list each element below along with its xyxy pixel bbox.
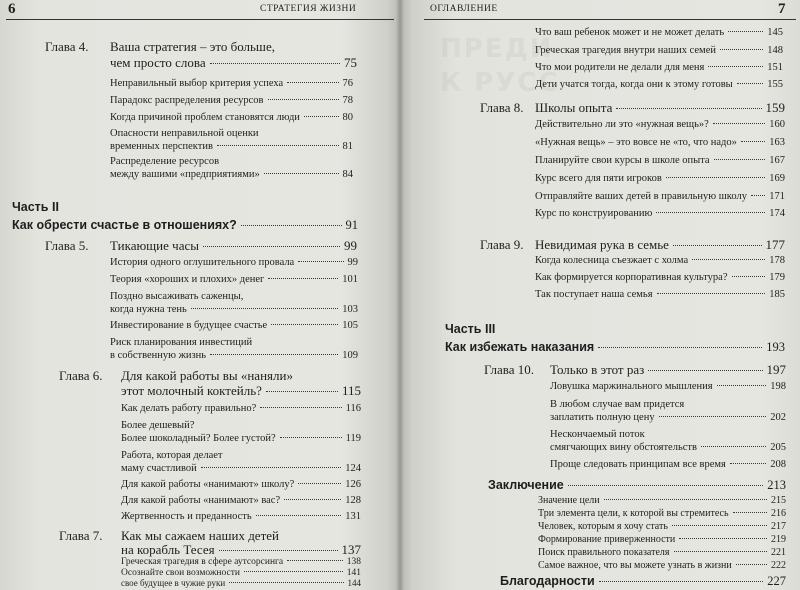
- toc-entry[interactable]: [550, 459, 786, 470]
- toc-entry[interactable]: [110, 112, 353, 123]
- toc-entry[interactable]: [535, 289, 785, 300]
- chapter-7-title-line1: Как мы сажаем наших детей: [121, 528, 279, 543]
- entry-page: 80: [342, 112, 353, 123]
- toc-entry[interactable]: [535, 272, 785, 283]
- toc-entry-part-3[interactable]: [445, 340, 785, 355]
- leader-dots: [672, 525, 767, 526]
- entry-page: 221: [771, 547, 786, 558]
- right-page: [400, 0, 800, 590]
- toc-entry[interactable]: [110, 257, 358, 268]
- entry-page: 148: [767, 45, 783, 56]
- toc-entry[interactable]: [110, 78, 353, 89]
- leader-dots: [210, 63, 340, 64]
- chapter-8-page: 159: [765, 100, 785, 115]
- entry-page: 215: [771, 495, 786, 506]
- toc-entry[interactable]: [110, 141, 353, 152]
- right-running-head: ОГЛАВЛЕНИЕ: [430, 4, 498, 14]
- chapter-9-title: Невидимая рука в семье: [535, 237, 669, 252]
- conclusion-page: 213: [767, 478, 786, 492]
- right-page-number: 7: [778, 1, 786, 17]
- toc-entry[interactable]: [121, 495, 361, 506]
- chapter-7-title-line2: на корабль Тесея: [121, 542, 215, 557]
- leader-dots: [692, 259, 765, 260]
- leader-dots: [287, 82, 338, 83]
- entry-title-line1: Распределение ресурсов: [110, 156, 220, 167]
- leader-dots: [598, 347, 762, 348]
- entry-page: 99: [347, 257, 358, 268]
- entry-title: Что ваш ребенок может и не может делать: [535, 27, 725, 38]
- toc-entry[interactable]: [550, 412, 786, 423]
- leader-dots: [737, 83, 764, 84]
- entry-page: 109: [342, 350, 358, 361]
- leader-dots: [666, 177, 765, 178]
- part-2-label: Часть II: [12, 200, 59, 214]
- entry-title: Человек, которым я хочу стать: [538, 521, 668, 532]
- entry-page: 151: [767, 62, 783, 73]
- entry-page: 81: [342, 141, 353, 152]
- toc-entry[interactable]: [121, 568, 361, 578]
- leader-dots: [659, 416, 767, 417]
- left-page-number: 6: [8, 1, 16, 17]
- entry-title-line1: Опасности неправильной оценки: [110, 128, 259, 139]
- chapter-8-label: Глава 8.: [480, 100, 524, 115]
- entry-page: 138: [346, 557, 361, 567]
- entry-page: 144: [347, 578, 361, 588]
- entry-title: Жертвенность и преданность: [121, 511, 252, 522]
- chapter-6-page: 115: [341, 383, 361, 398]
- toc-entry[interactable]: [121, 578, 361, 588]
- chapter-9-page: 177: [765, 237, 785, 252]
- entry-page: 185: [769, 289, 785, 300]
- entry-title: когда нужна тень: [110, 304, 187, 315]
- entry-page: 198: [770, 381, 786, 392]
- leader-dots: [268, 99, 339, 100]
- toc-entry-part-2[interactable]: [12, 218, 358, 233]
- entry-title: Греческая трагедия в сфере аутсорсинга: [121, 557, 284, 567]
- leader-dots: [599, 581, 764, 582]
- chapter-4-label: Глава 4.: [45, 39, 89, 54]
- toc-entry[interactable]: [121, 511, 361, 522]
- part-2-page: 91: [345, 218, 358, 232]
- leader-dots: [229, 582, 343, 583]
- toc-entry[interactable]: [538, 560, 786, 571]
- leader-dots: [728, 31, 763, 32]
- entry-page: 217: [771, 521, 786, 532]
- chapter-9-label: Глава 9.: [480, 237, 524, 252]
- acknowledgements-page: 227: [767, 574, 786, 588]
- leader-dots: [701, 446, 766, 447]
- leader-dots: [679, 538, 767, 539]
- show-through-text: ПРЕДИ: [440, 34, 554, 64]
- chapter-4-title-line1: Ваша стратегия – это больше,: [110, 39, 275, 54]
- chapter-6-title-line1: Для какой работы вы «наняли»: [121, 368, 293, 383]
- entry-page: 222: [771, 560, 786, 571]
- entry-title: Неправильный выбор критерия успеха: [110, 78, 284, 89]
- toc-entry[interactable]: [121, 433, 361, 444]
- leader-dots: [656, 212, 765, 213]
- entry-title: «Нужная вещь» – это вовсе не «то, что надо»: [535, 137, 737, 148]
- entry-title: Формирование приверженности: [538, 534, 676, 545]
- entry-page: 205: [770, 442, 786, 453]
- toc-entry[interactable]: [110, 320, 358, 331]
- entry-title: Когда колесница съезжает с холма: [535, 255, 689, 266]
- entry-title-line1: В любом случае вам придется: [550, 399, 685, 410]
- entry-page: 163: [769, 137, 785, 148]
- entry-page: 124: [345, 463, 361, 474]
- leader-dots: [244, 571, 343, 572]
- conclusion-title: Заключение: [488, 478, 564, 492]
- entry-page: 101: [342, 274, 358, 285]
- entry-title: заплатить полную цену: [550, 412, 655, 423]
- entry-title: Три элемента цели, к которой вы стремитесь: [538, 508, 729, 519]
- entry-title: в собственную жизнь: [110, 350, 207, 361]
- entry-title: Действительно ли это «нужная вещь»?: [535, 119, 709, 130]
- toc-entry[interactable]: [110, 350, 358, 361]
- leader-dots: [219, 550, 338, 551]
- leader-dots: [280, 437, 342, 438]
- leader-dots: [203, 246, 340, 247]
- toc-entry[interactable]: [110, 274, 358, 285]
- entry-page: 103: [342, 304, 358, 315]
- leader-dots: [568, 485, 764, 486]
- entry-title: Планируйте свои курсы в школе опыта: [535, 155, 710, 166]
- toc-entry[interactable]: [121, 557, 361, 567]
- toc-entry[interactable]: [110, 304, 358, 315]
- leader-dots: [256, 515, 342, 516]
- leader-dots: [674, 551, 767, 552]
- entry-title: Курс всего для пяти игроков: [535, 173, 662, 184]
- entry-title: Так поступает наша семья: [535, 289, 653, 300]
- leader-dots: [268, 278, 338, 279]
- show-through-text: К РУСС: [440, 68, 560, 98]
- toc-entry-chapter-7[interactable]: [121, 542, 361, 558]
- leader-dots: [708, 66, 763, 67]
- entry-title: Более шоколадный? Более густой?: [121, 433, 276, 444]
- entry-page: 76: [342, 78, 353, 89]
- leader-dots: [241, 225, 342, 226]
- leader-dots: [751, 195, 765, 196]
- part-2-title: Как обрести счастье в отношениях?: [12, 218, 237, 232]
- entry-title-line1: Более дешевый?: [121, 420, 195, 431]
- leader-dots: [604, 499, 767, 500]
- leader-dots: [616, 108, 761, 109]
- leader-dots: [732, 276, 766, 277]
- toc-entry-chapter-6[interactable]: [121, 383, 361, 399]
- toc-entry[interactable]: [535, 255, 785, 266]
- toc-entry[interactable]: [535, 119, 785, 130]
- toc-entry[interactable]: [535, 173, 785, 184]
- toc-entry[interactable]: [121, 403, 361, 414]
- chapter-7-page: 137: [341, 542, 361, 557]
- toc-entry[interactable]: [538, 534, 786, 545]
- entry-title: Теория «хороших и плохих» денег: [110, 274, 265, 285]
- entry-title: маму счастливой: [121, 463, 197, 474]
- entry-page: 179: [769, 272, 785, 283]
- entry-page: 167: [769, 155, 785, 166]
- entry-title-line1: Работа, которая делает: [121, 450, 223, 461]
- leader-dots: [714, 159, 766, 160]
- entry-title: Дети учатся тогда, когда они к этому готовы: [535, 79, 733, 90]
- entry-title: Когда причиной проблем становятся люди: [110, 112, 300, 123]
- entry-title-line1: Нескончаемый поток: [550, 429, 645, 440]
- leader-dots: [730, 463, 766, 464]
- entry-page: 105: [342, 320, 358, 331]
- leader-dots: [298, 483, 341, 484]
- chapter-4-title-line2: чем просто слова: [110, 55, 206, 70]
- leader-dots: [260, 407, 341, 408]
- leader-dots: [287, 560, 343, 561]
- entry-title: временных перспектив: [110, 141, 213, 152]
- toc-entry[interactable]: [110, 95, 353, 106]
- toc-entry[interactable]: [535, 137, 785, 148]
- toc-entry-conclusion[interactable]: [488, 478, 786, 493]
- leader-dots: [648, 370, 762, 371]
- chapter-5-label: Глава 5.: [45, 238, 89, 253]
- entry-page: 169: [769, 173, 785, 184]
- toc-entry[interactable]: [535, 208, 785, 219]
- entry-title: Значение цели: [538, 495, 600, 506]
- entry-page: 145: [767, 27, 783, 38]
- entry-title: между вашими «предприятиями»: [110, 169, 260, 180]
- leader-dots: [741, 141, 765, 142]
- entry-page: 128: [345, 495, 361, 506]
- toc-entry-chapter-5[interactable]: [110, 238, 357, 254]
- toc-entry[interactable]: [535, 191, 785, 202]
- entry-page: 208: [770, 459, 786, 470]
- chapter-7-label: Глава 7.: [59, 528, 103, 543]
- entry-title-line1: Поздно высаживать саженцы,: [110, 291, 244, 302]
- part-3-title: Как избежать наказания: [445, 340, 595, 354]
- entry-title-line1: Риск планирования инвестиций: [110, 337, 253, 348]
- left-running-head: СТРАТЕГИЯ ЖИЗНИ: [260, 4, 357, 14]
- leader-dots: [673, 245, 762, 246]
- entry-page: 216: [771, 508, 786, 519]
- leader-dots: [191, 308, 338, 309]
- entry-page: 84: [342, 169, 353, 180]
- right-header-rule: [424, 19, 796, 20]
- leader-dots: [264, 173, 339, 174]
- entry-title: Отправляйте ваших детей в правильную школу: [535, 191, 747, 202]
- entry-page: 116: [345, 403, 361, 414]
- entry-title: смягчающих вину обстоятельств: [550, 442, 697, 453]
- toc-entry[interactable]: [538, 521, 786, 532]
- leader-dots: [717, 385, 767, 386]
- leader-dots: [657, 293, 766, 294]
- entry-page: 202: [770, 412, 786, 423]
- toc-entry-acknowledgements[interactable]: [500, 574, 786, 589]
- entry-title: Осознайте свои возможности: [121, 568, 240, 578]
- toc-entry[interactable]: [535, 27, 783, 38]
- toc-entry[interactable]: [538, 547, 786, 558]
- entry-title: История одного оглушительного провала: [110, 257, 295, 268]
- leader-dots: [733, 512, 767, 513]
- leader-dots: [720, 49, 763, 50]
- entry-page: 174: [769, 208, 785, 219]
- leader-dots: [713, 123, 765, 124]
- leader-dots: [266, 391, 338, 392]
- entry-title: Для какой работы «нанимают» школу?: [121, 479, 295, 490]
- entry-page: 178: [769, 255, 785, 266]
- chapter-5-page: 99: [344, 238, 357, 253]
- entry-title: Инвестирование в будущее счастье: [110, 320, 268, 331]
- entry-page: 171: [769, 191, 785, 202]
- entry-page: 160: [769, 119, 785, 130]
- entry-title: Курс по конструированию: [535, 208, 653, 219]
- toc-entry[interactable]: [538, 495, 786, 506]
- entry-page: 141: [346, 568, 361, 578]
- toc-entry[interactable]: [538, 508, 786, 519]
- entry-title: Для какой работы «нанимают» вас?: [121, 495, 281, 506]
- leader-dots: [271, 324, 338, 325]
- leader-dots: [298, 261, 343, 262]
- chapter-5-title: Тикающие часы: [110, 238, 199, 253]
- toc-entry[interactable]: [121, 463, 361, 474]
- entry-page: 131: [345, 511, 361, 522]
- part-3-label: Часть III: [445, 322, 496, 336]
- chapter-10-label: Глава 10.: [484, 362, 535, 377]
- leader-dots: [210, 354, 338, 355]
- toc-entry-chapter-9[interactable]: [535, 237, 785, 253]
- entry-title: Греческая трагедия внутри наших семей: [535, 45, 716, 56]
- entry-title: Ловушка маржинального мышления: [550, 381, 713, 392]
- leader-dots: [304, 116, 339, 117]
- chapter-6-label: Глава 6.: [59, 368, 103, 383]
- leader-dots: [217, 145, 339, 146]
- toc-entry[interactable]: [110, 169, 353, 180]
- part-3-page: 193: [766, 340, 785, 354]
- entry-page: 219: [771, 534, 786, 545]
- left-header-rule: [6, 19, 394, 20]
- toc-entry[interactable]: [535, 155, 785, 166]
- chapter-8-title: Школы опыта: [535, 100, 613, 115]
- entry-title: Как делать работу правильно?: [121, 403, 257, 414]
- acknowledgements-title: Благодарности: [500, 574, 595, 588]
- toc-entry[interactable]: [550, 442, 786, 453]
- entry-title: Парадокс распределения ресурсов: [110, 95, 264, 106]
- toc-entry[interactable]: [550, 381, 786, 392]
- toc-entry-chapter-10[interactable]: [550, 362, 786, 378]
- entry-title: Что мои родители не делали для меня: [535, 62, 705, 73]
- book-gutter-shadow: [396, 0, 404, 590]
- toc-entry[interactable]: [121, 479, 361, 490]
- toc-entry-chapter-8[interactable]: [535, 100, 785, 116]
- entry-page: 119: [345, 433, 361, 444]
- chapter-4-page: 75: [344, 55, 357, 70]
- toc-entry[interactable]: [535, 45, 783, 56]
- chapter-6-title-line2: этот молочный коктейль?: [121, 383, 262, 398]
- entry-page: 155: [767, 79, 783, 90]
- toc-entry[interactable]: [535, 79, 783, 90]
- leader-dots: [736, 564, 767, 565]
- entry-title: Поиск правильного показателя: [538, 547, 670, 558]
- leader-dots: [284, 499, 341, 500]
- chapter-10-title: Только в этот раз: [550, 362, 645, 377]
- entry-title: Проще следовать принципам все время: [550, 459, 726, 470]
- entry-title: Самое важное, что вы можете узнать в жизни: [538, 560, 732, 571]
- entry-title: свое будущее в чужие руки: [121, 578, 226, 588]
- leader-dots: [201, 467, 342, 468]
- toc-entry-chapter-4[interactable]: [110, 55, 357, 71]
- chapter-10-page: 197: [766, 362, 786, 377]
- entry-page: 78: [342, 95, 353, 106]
- entry-page: 126: [345, 479, 361, 490]
- entry-title: Как формируется корпоративная культура?: [535, 272, 728, 283]
- toc-entry[interactable]: [535, 62, 783, 73]
